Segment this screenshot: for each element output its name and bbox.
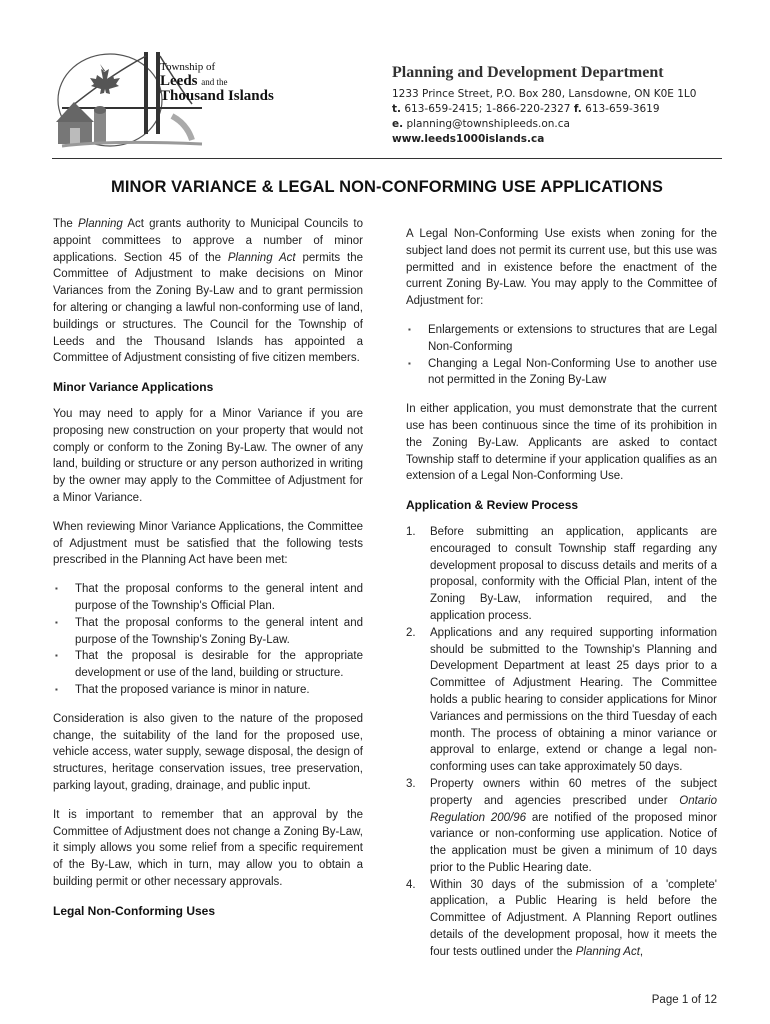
lnc-paragraph-1: A Legal Non-Conforming Use exists when zoning for the subject land does not permit its current use, but this use was permitted and in existence before the enactment of the current Zoning By-Law. You may apply to the Committee of Adjustment for: xyxy=(406,228,717,308)
list-item: ▪ That the proposal conforms to the general intent and purpose of the Township's Zoning By-Law. xyxy=(53,615,363,649)
department-email-line xyxy=(392,117,732,132)
lnc-list xyxy=(406,322,717,389)
left-column xyxy=(53,216,363,929)
mv-paragraph-3: Consideration is also given to the nature of the proposed change, the suitability of the land for the proposed use, vehicle access, water supply, sewage disposal, the design of structures, heritage conservation issues, tree preservation, parking layout, grading, drainage, and public input. xyxy=(53,712,363,792)
website-link[interactable]: www.leeds1000islands.ca xyxy=(392,133,545,145)
process-step xyxy=(406,524,717,625)
intro-italic-planning: Planning xyxy=(78,218,123,230)
mv-paragraph-4: It is important to remember that an approval by the Committee of Adjustment does not change a Zoning By-Law, it simply allows you some relief from a specific requirement of the By-Law, which in turn, may allow you to obtain a building permit or other necessary approvals. xyxy=(53,808,363,888)
logo-line2 xyxy=(160,74,274,90)
phone-label: t. xyxy=(392,103,402,115)
step-text-1: Within 30 days of the submission of a 'complete' application, a Public Hearing is held before the Committee of Adjustment. A Planning Report outlines details of the development proposal, how it meets the four tests outlined under the xyxy=(430,878,717,958)
list-item: ▪ That the proposed variance is minor in nature. xyxy=(53,682,363,699)
list-item: ▪ That the proposal conforms to the general intent and purpose of the Township's Official Plan. xyxy=(53,581,363,615)
phone-number: 613-659-2415; 1-866-220-2327 xyxy=(404,103,571,115)
heading-minor-variance: Minor Variance Applications xyxy=(53,380,214,395)
list-item: ▪ Enlargements or extensions to structures that are Legal Non-Conforming xyxy=(406,322,717,356)
step-text-italic: Planning Act xyxy=(575,945,640,958)
email-link[interactable]: planning@townshipleeds.on.ca xyxy=(406,118,570,130)
list-item: ▪ Changing a Legal Non-Conforming Use to another use not permitted in the Zoning By-Law xyxy=(406,356,717,390)
logo-leeds: Leeds xyxy=(160,72,198,89)
intro-paragraph xyxy=(53,216,363,367)
fax-label: f. xyxy=(573,103,582,115)
department-address: 1233 Prince Street, P.O. Box 280, Lansdowne, ON K0E 1L0 xyxy=(392,88,697,100)
step-number: 1. xyxy=(406,525,416,538)
step-text: Applications and any required supporting information should be submitted to the Township's Planning and Development Department at least 25 days prior to a Committee of Adjustment Hearing. The Committee holds a public hearing to consider applications for Minor Variances and permissions on the third Tuesday of each month. The process of obtaining a minor variance or approval to enlarge, extend or change a legal non-conforming uses can take approximately 50 days. xyxy=(430,626,717,774)
tests-list xyxy=(53,581,363,699)
logo-text xyxy=(160,62,274,105)
step-text-2: , xyxy=(639,945,644,958)
list-item: ▪ That the proposal is desirable for the appropriate development or use of the land, building or structure. xyxy=(53,648,363,682)
logo-and-the: and the xyxy=(201,76,228,87)
document-title: MINOR VARIANCE & LEGAL NON-CONFORMING USE APPLICATIONS xyxy=(110,178,664,196)
heading-legal-non-conforming: Legal Non-Conforming Uses xyxy=(53,903,216,918)
right-column xyxy=(406,226,717,961)
department-phone-line xyxy=(392,102,732,117)
step-text: Before submitting an application, applicants are encouraged to consult Township staff regarding any development proposal to discuss details and merits of a proposal, conformity with the Official Plan, intent of the Zoning By-Law, information required, and the application process. xyxy=(430,525,717,622)
header-divider xyxy=(52,158,722,159)
department-contact xyxy=(392,64,732,147)
process-step xyxy=(406,877,717,961)
intro-italic-planning-act: Planning Act xyxy=(227,251,296,264)
step-text-1: Property owners within 60 metres of the subject property and agencies prescribed under xyxy=(430,777,717,807)
mv-paragraph-1: You may need to apply for a Minor Variance if you are proposing new construction on your property that would not comply or conform to the Zoning By-Law. The owner of any land, building or structure or any person authorized in writing by the owner may apply to the Committee of Adjustment for a Minor Variance. xyxy=(53,407,363,504)
intro-text-3: permits the Committee of Adjustment to make decisions on Minor Variances from the Zoning By-Law and to grant permission for altering or changing a lawful non-conforming use of land, buildings or structures. The Council for the Township of Leeds and the Thousand Islands has appointed a Committee of Adjustment consisting of five citizen members. xyxy=(53,251,363,365)
step-number: 2. xyxy=(406,626,416,639)
logo-line1: Township of xyxy=(160,61,216,73)
intro-text-2: Act grants authority to Municipal Councils to appoint committees to approve a number of minor applications. Section 45 of the xyxy=(53,218,364,264)
step-text-2: are notified of the proposed minor variance or non-conforming use application. Notice of the application must be given a minimum of 10 days prior to the Public Hearing date. xyxy=(430,811,717,874)
process-step xyxy=(406,625,717,776)
step-number: 4. xyxy=(406,878,416,891)
page-number: Page 1 of 12 xyxy=(651,994,717,1006)
department-website-line xyxy=(392,132,732,147)
lnc-paragraph-2: In either application, you must demonstrate that the current use has been continuous since the time of its prohibition in the Zoning By-Law. Applicants are asked to contact Township staff to determine if your application qualifies as an extension of a Legal Non-Conforming Use. xyxy=(406,403,717,483)
email-label: e. xyxy=(392,118,404,130)
process-steps xyxy=(406,524,717,961)
fax-number: 613-659-3619 xyxy=(585,103,660,115)
intro-text-1: The xyxy=(53,218,79,230)
department-title: Planning and Development Department xyxy=(392,64,664,81)
logo-line3: Thousand Islands xyxy=(160,88,274,105)
mv-paragraph-2: When reviewing Minor Variance Applications, the Committee of Adjustment must be satisfied that the following tests prescribed in the Planning Act have been met: xyxy=(53,520,363,567)
process-step xyxy=(406,776,717,877)
heading-application-process: Application & Review Process xyxy=(406,498,579,513)
step-number: 3. xyxy=(406,777,416,790)
step-text-italic: Ontario Regulation 200/96 xyxy=(430,794,717,824)
